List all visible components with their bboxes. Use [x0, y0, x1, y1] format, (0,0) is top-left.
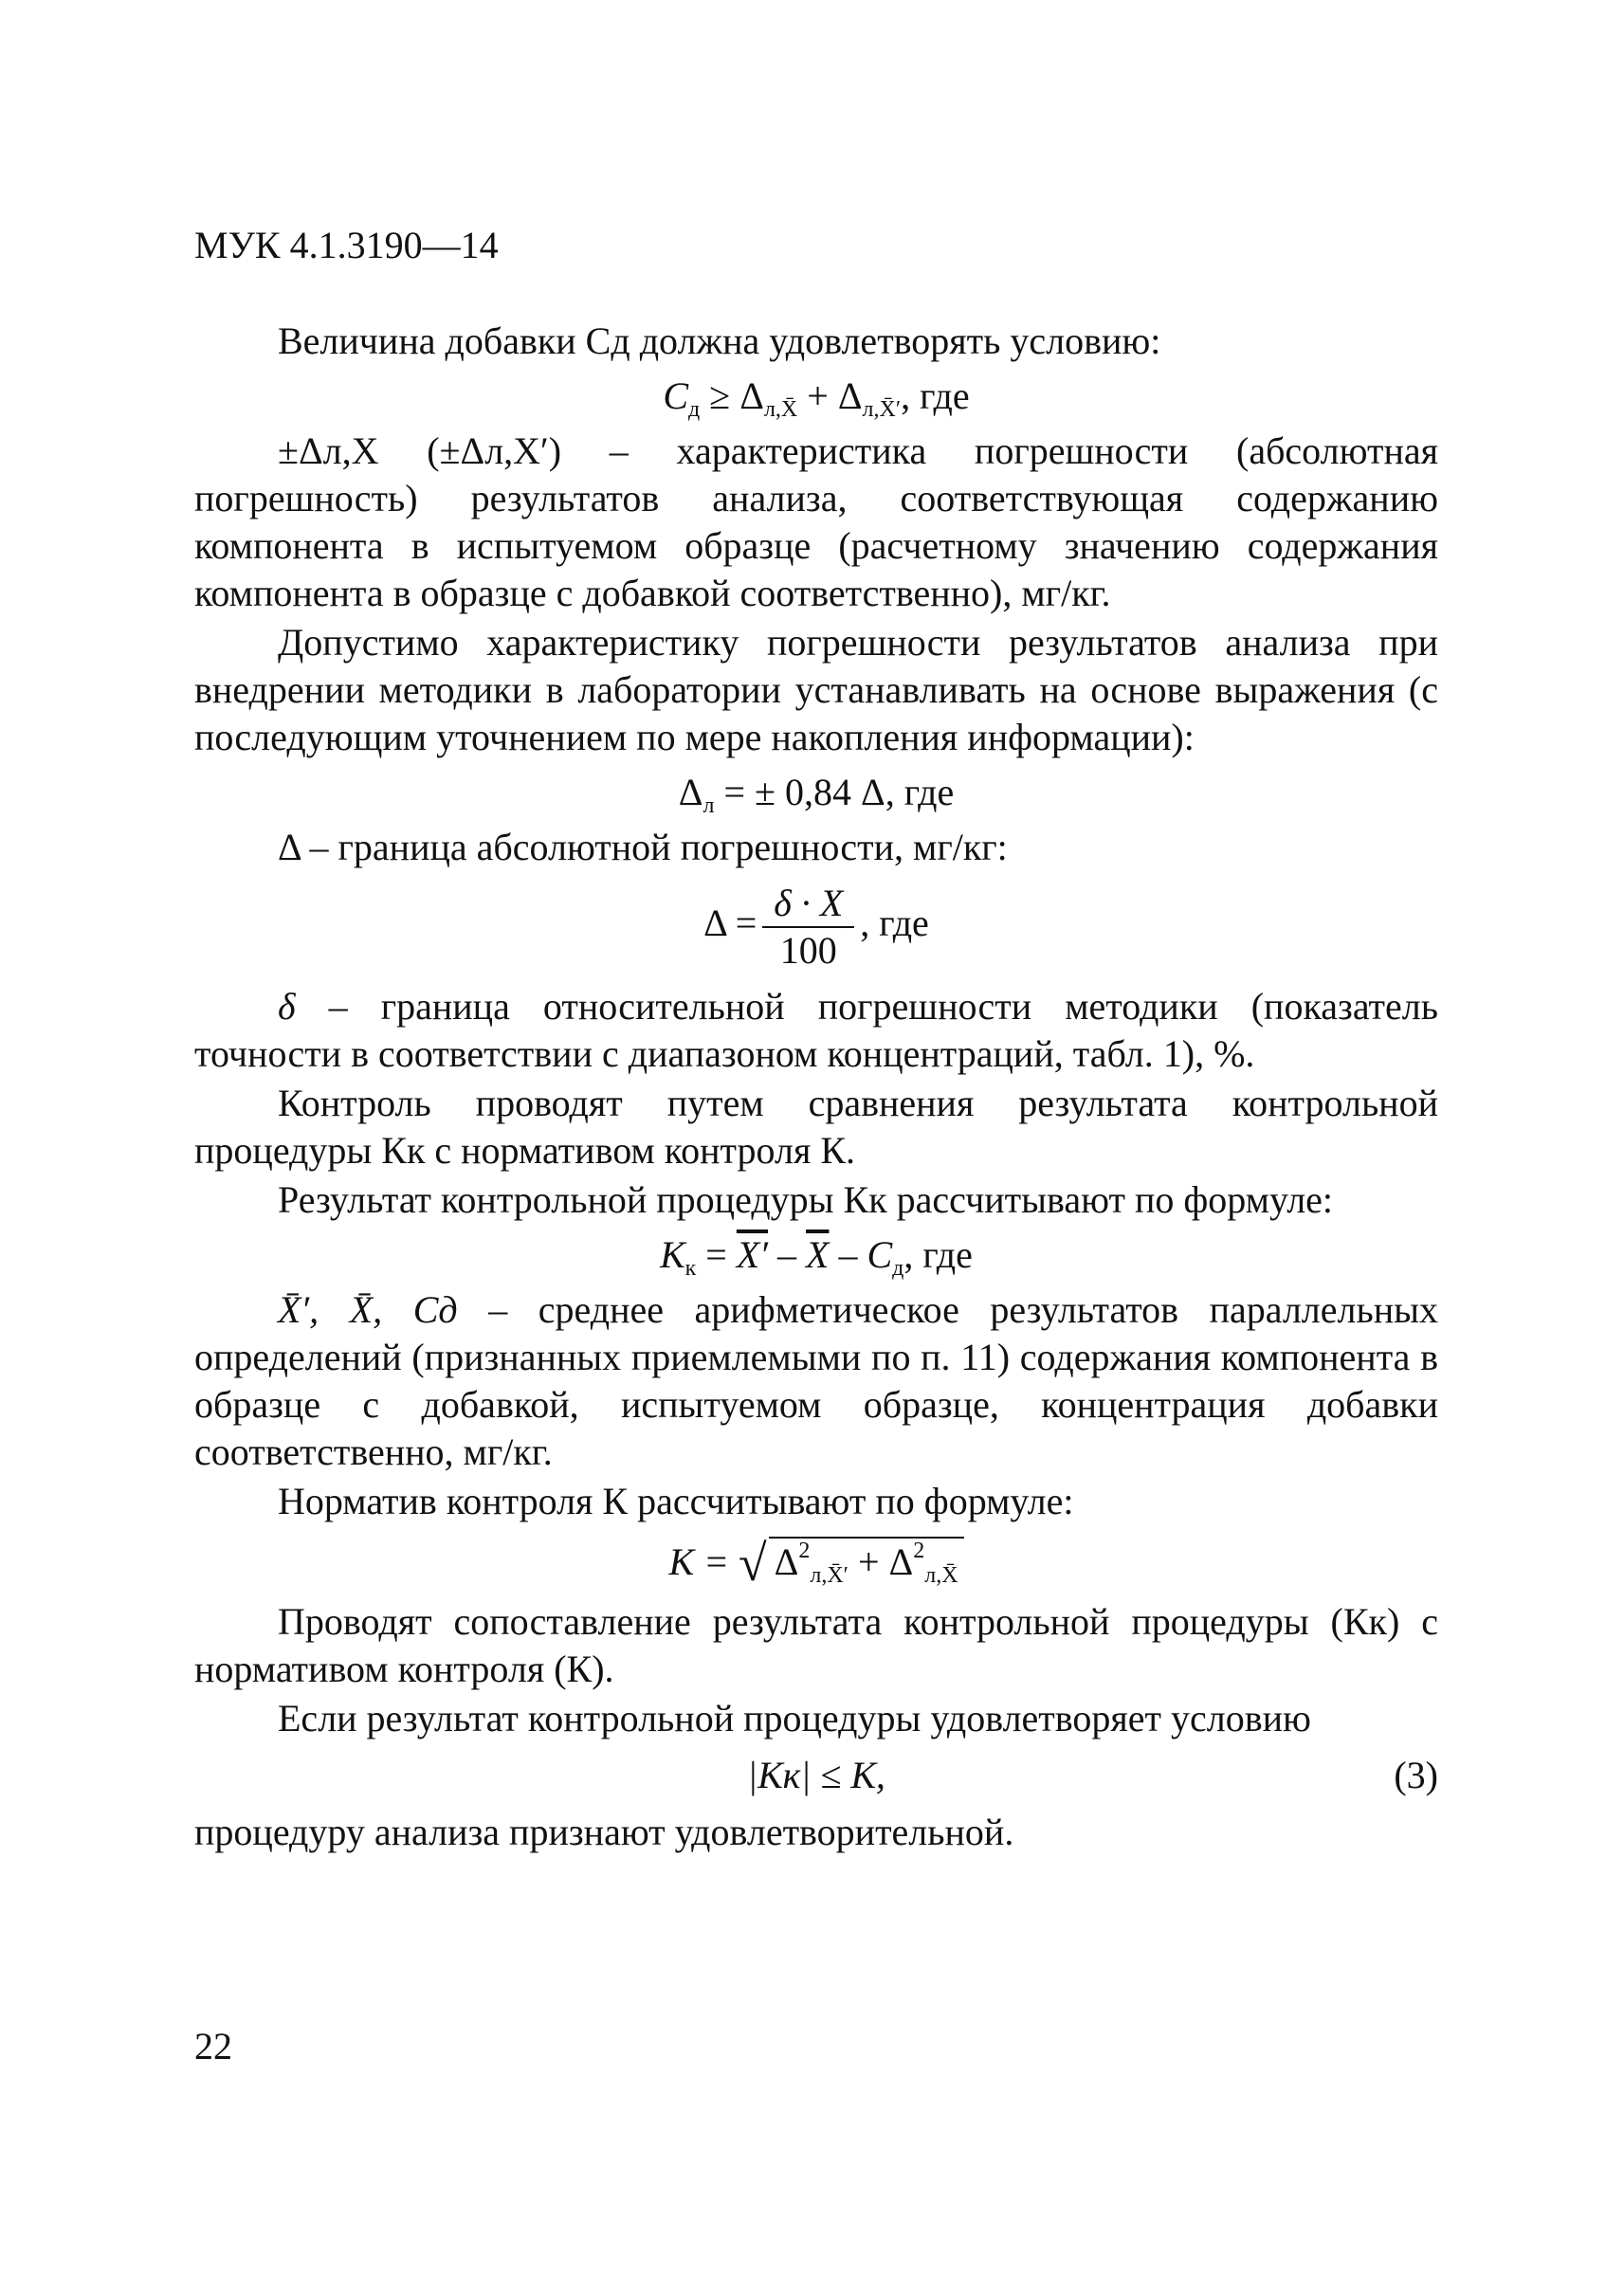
paragraph-additive: Величина добавки Сд должна удовлетворять условию: [278, 319, 1161, 362]
formula-term: Δ [837, 374, 863, 417]
fraction [762, 883, 854, 972]
formula-term: Δ [888, 1540, 914, 1583]
formula-delta-l [194, 769, 1438, 816]
formula-superscript: 2 [798, 1539, 811, 1563]
formula-operator: + [797, 374, 838, 417]
page-body [194, 318, 1438, 1856]
formula-tail: , где [903, 1233, 973, 1276]
formula-delta [194, 883, 1438, 972]
formula-tail: , где [860, 902, 929, 945]
formula-expression: |Кк| ≤ К, [747, 1754, 885, 1796]
formula-kk [194, 1231, 1438, 1279]
formula-lhs: К = [668, 1540, 739, 1583]
paragraph-control: Контроль проводят путем сравнения результата контрольной процедуры Кк с нормативом контроля К. [194, 1082, 1438, 1172]
formula-subscript: л,X̄ [924, 1563, 958, 1588]
formula-subscript: л,X̄ [763, 397, 798, 422]
formula-subscript: к [684, 1256, 697, 1281]
formula-operator: + [848, 1540, 889, 1583]
radical-sign: √ [739, 1535, 767, 1592]
formula-norm-k [194, 1535, 1438, 1592]
radicand [769, 1537, 964, 1586]
formula-operator: = [696, 1233, 737, 1276]
definition-term: δ [278, 985, 296, 1028]
fraction-denominator: 100 [779, 929, 837, 972]
definition-term: ±Δл,X (±Δл,X′) [278, 429, 562, 472]
definition-text: – характеристика погрешности (абсолютная погрешность) результатов анализа, соответствующая содержанию компонента в испытуемом образце (расчетному значению содержания компонента в образце с добавкой соответственно), мг/кг. [194, 429, 1439, 614]
formula-superscript: 2 [913, 1539, 925, 1563]
paragraph-conclusion: процедуру анализа признают удовлетворительной. [194, 1811, 1014, 1853]
definition-text: – граница относительной погрешности методики (показатель точности в соответствии с диапазоном концентраций, табл. 1), %. [194, 985, 1438, 1075]
paragraph-norm: Норматив контроля К рассчитывают по формуле: [278, 1480, 1074, 1522]
formula-term: $\overline{X}$ [806, 1233, 830, 1276]
formula-subscript: д [892, 1256, 904, 1281]
formula-term: Δ [739, 374, 764, 417]
paragraph-relative-error [194, 983, 1438, 1078]
formula-term: X′ [736, 1233, 769, 1276]
fraction-numerator: δ · X [762, 883, 854, 928]
formula-operator: – [829, 1233, 867, 1276]
equation-number: (3) [1394, 1754, 1438, 1796]
formula-term: Δ [774, 1540, 799, 1583]
paragraph-comparison: Проводят сопоставление результата контрольной процедуры (Кк) с нормативом контроля (К). [194, 1600, 1438, 1690]
paragraph-control-result: Результат контрольной процедуры Кк рассчитывают по формуле: [278, 1178, 1334, 1221]
formula-term: Δ [678, 771, 703, 813]
formula-term: C [663, 374, 689, 417]
formula-term: С [867, 1233, 893, 1276]
page-number: 22 [194, 2025, 232, 2067]
definition-term: X̄′, X̄, Сд [278, 1288, 458, 1331]
formula-additive-condition [194, 373, 1438, 420]
paragraph-mean-definition [194, 1286, 1438, 1476]
formula-tail: , где [901, 374, 970, 417]
formula-subscript: л,X̄′ [862, 397, 902, 422]
formula-condition-3 [194, 1752, 1438, 1799]
formula-lhs: Δ = [703, 902, 757, 945]
formula-subscript: л,X̄′ [810, 1563, 848, 1588]
paragraph-condition: Если результат контрольной процедуры удовлетворяет условию [278, 1697, 1311, 1739]
formula-term: К [660, 1233, 685, 1276]
definition-text: – среднее арифметическое результатов параллельных определений (признанных приемлемыми по п. 11) содержания компонента в образце с добавкой, испытуемом образце, концентрация добавки соответственно, мг/кг. [194, 1288, 1439, 1473]
formula-operator: – [768, 1233, 807, 1276]
formula-operator: ≥ [700, 374, 740, 417]
formula-rhs: = ± 0,84 Δ, где [714, 771, 955, 813]
paragraph-permissible: Допустимо характеристику погрешности результатов анализа при внедрении методики в лаборатории устанавливать на основе выражения (с последующим уточнением по мере накопления информации): [194, 621, 1438, 758]
formula-subscript: л [703, 793, 715, 818]
document-code: МУК 4.1.3190—14 [194, 224, 499, 266]
paragraph-error-characteristic [194, 428, 1438, 617]
formula-subscript: д [688, 397, 701, 422]
paragraph-abs-error: Δ – граница абсолютной погрешности, мг/кг: [278, 826, 1008, 868]
